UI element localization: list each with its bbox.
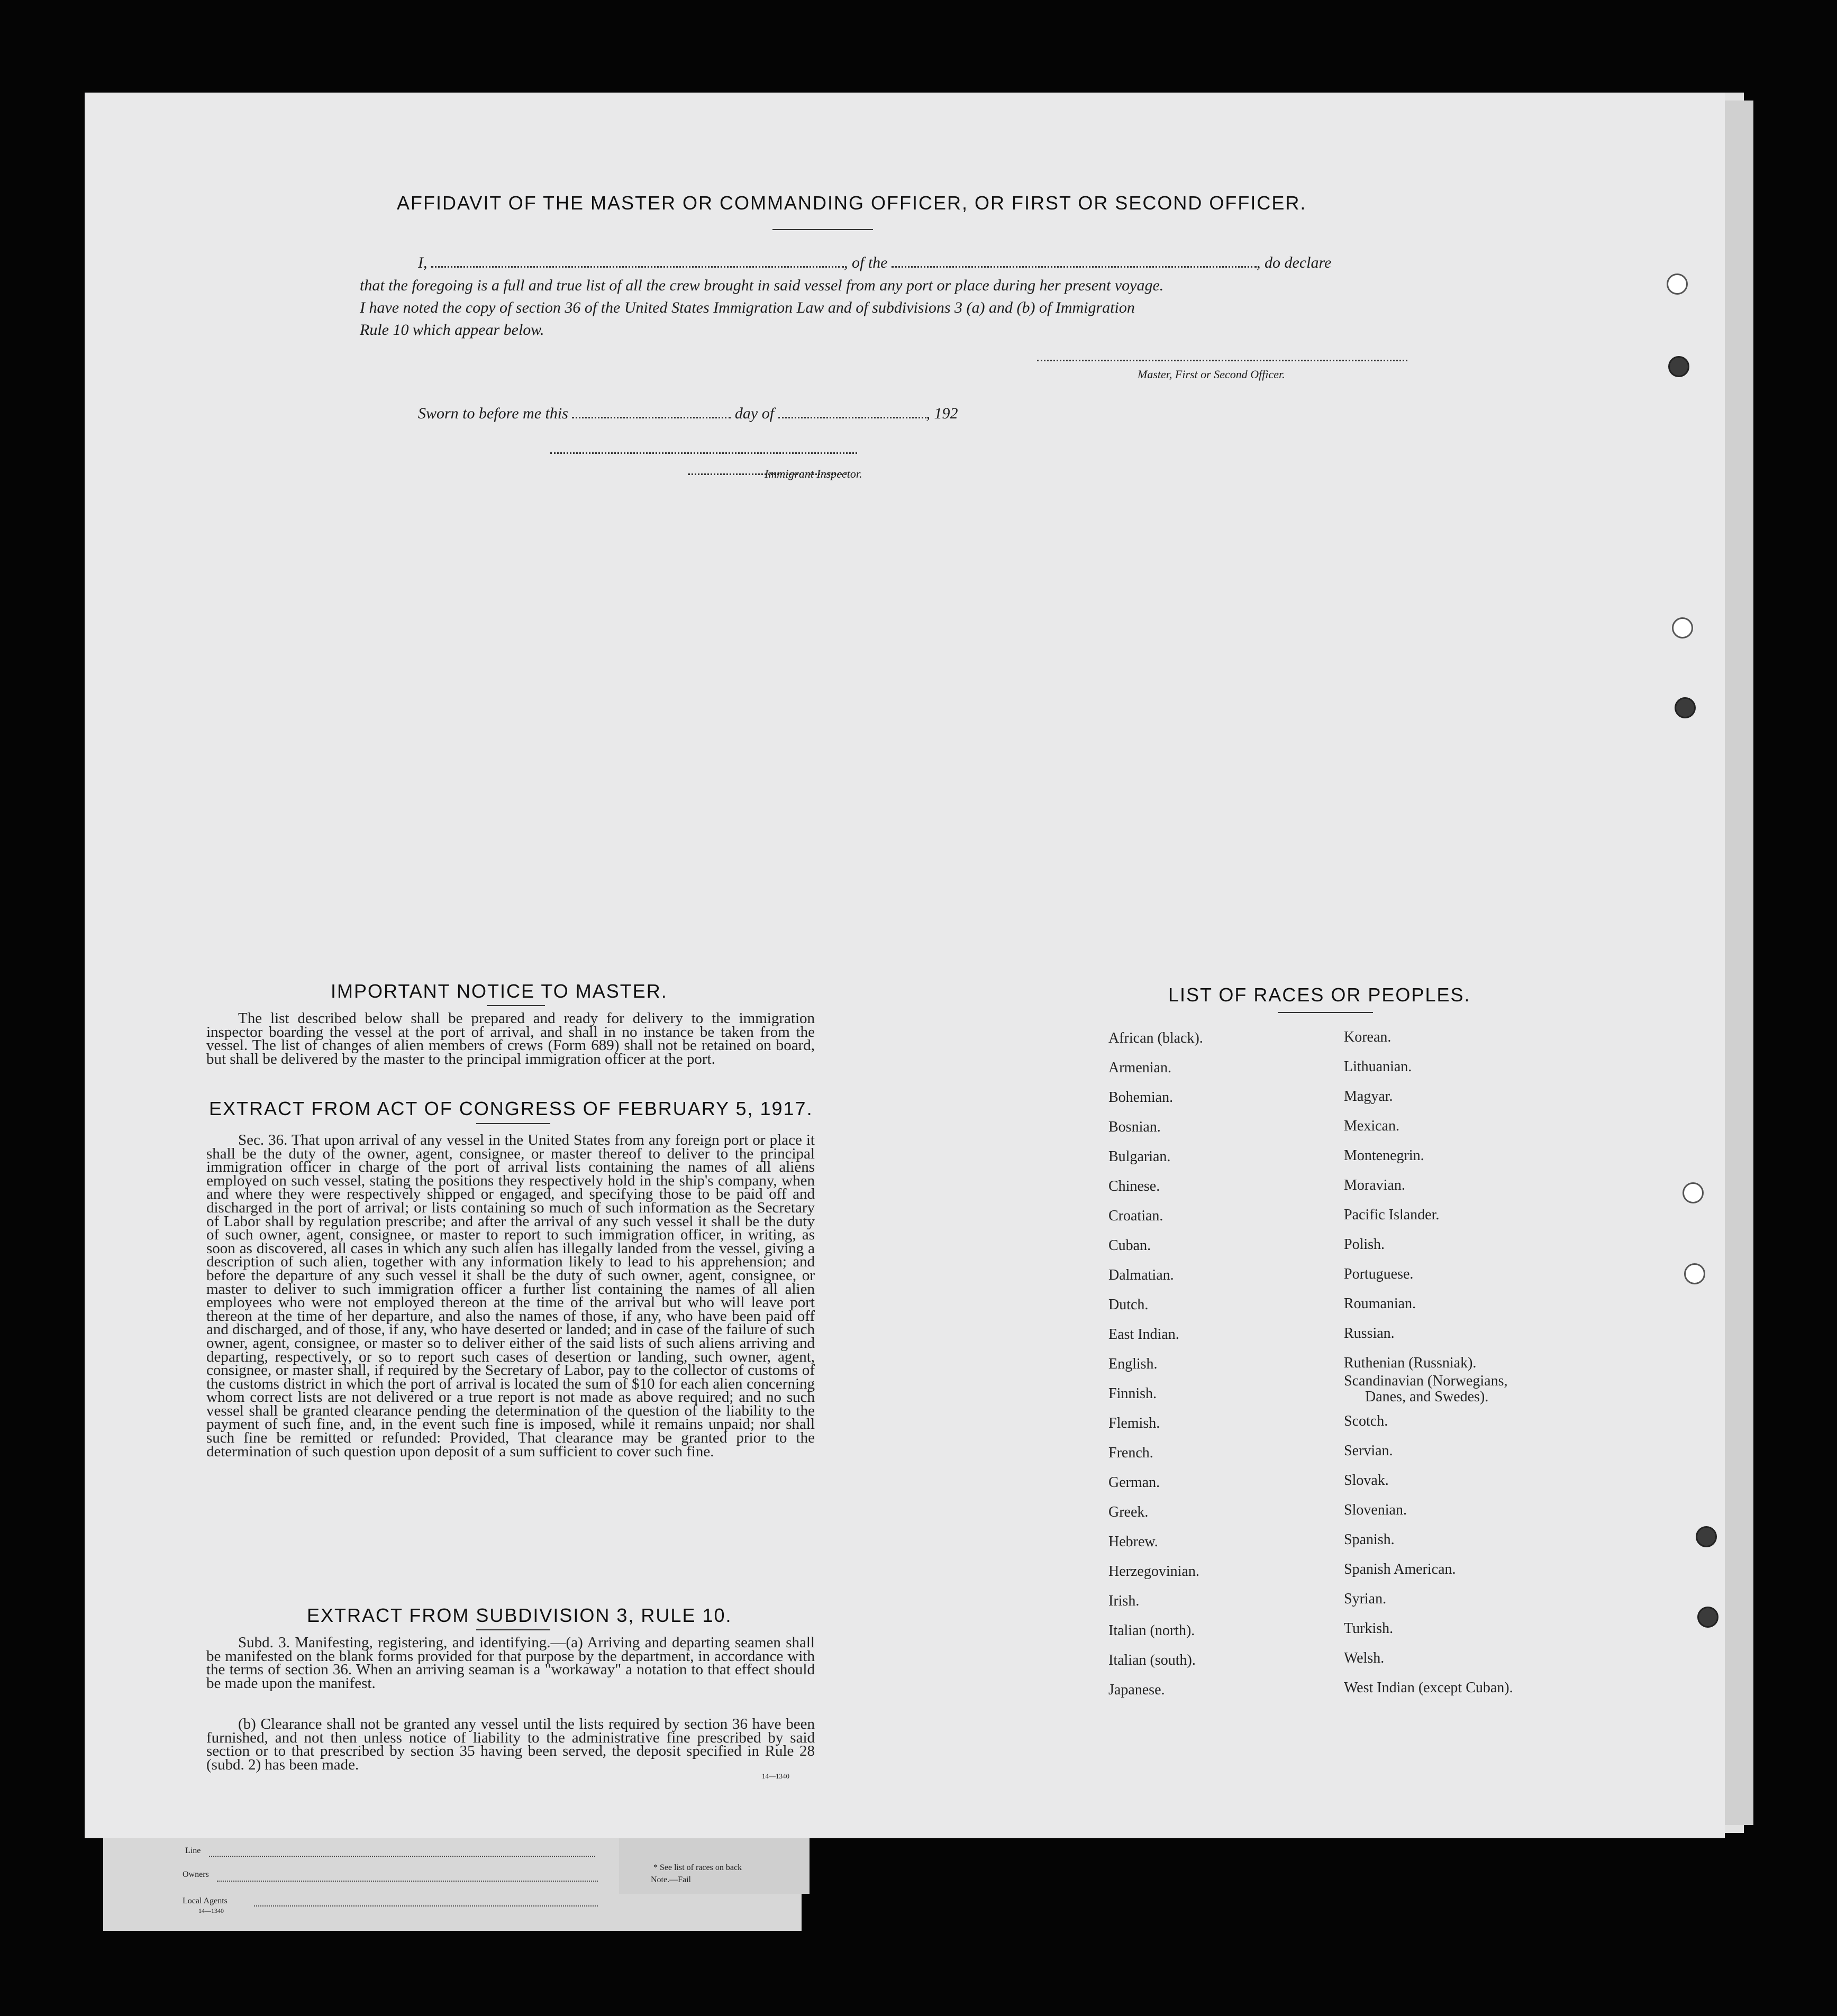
race-item: Bulgarian.: [1108, 1148, 1171, 1165]
race-item: Mexican.: [1344, 1118, 1399, 1134]
underlying-agents-rule: [254, 1905, 598, 1906]
race-item: Bosnian.: [1108, 1119, 1161, 1135]
sworn-day-blank: [572, 417, 731, 418]
race-item: Croatian.: [1108, 1208, 1163, 1224]
i-label: I,: [418, 254, 428, 271]
race-item: Magyar.: [1344, 1088, 1393, 1105]
race-item: Italian (south).: [1108, 1652, 1196, 1668]
race-item: Japanese.: [1108, 1682, 1165, 1698]
race-item: Irish.: [1108, 1593, 1140, 1609]
race-item: Pacific Islander.: [1344, 1207, 1440, 1223]
race-item: Hebrew.: [1108, 1534, 1158, 1550]
binder-hole: [1683, 1182, 1704, 1203]
race-item: Montenegrin.: [1344, 1147, 1424, 1164]
race-item: Cuban.: [1108, 1237, 1151, 1254]
race-item: Danes, and Swedes).: [1365, 1389, 1489, 1405]
races-rule: [1278, 1012, 1373, 1013]
race-item: Dalmatian.: [1108, 1267, 1174, 1283]
race-item: Flemish.: [1108, 1415, 1160, 1431]
binder-hole: [1697, 1607, 1718, 1628]
race-item: Chinese.: [1108, 1178, 1160, 1194]
declare-label: , do declare: [1257, 254, 1332, 271]
binder-hole: [1668, 356, 1689, 377]
race-item: Slovak.: [1344, 1472, 1389, 1489]
race-item: Roumanian.: [1344, 1296, 1416, 1312]
binder-hole: [1667, 273, 1688, 295]
title-rule: [772, 229, 873, 230]
affidavit-title: AFFIDAVIT OF THE MASTER OR COMMANDING OFFICER, OR FIRST OR SECOND OFFICER.: [397, 192, 1307, 214]
binder-hole: [1675, 697, 1696, 718]
underlying-line-label: Line: [185, 1846, 201, 1855]
races-title: LIST OF RACES OR PEOPLES.: [1168, 984, 1471, 1006]
signature-line: [1037, 360, 1407, 361]
affidavit-line1: [418, 254, 1331, 272]
race-item: French.: [1108, 1445, 1153, 1461]
race-item: Bohemian.: [1108, 1089, 1174, 1106]
race-item: Dutch.: [1108, 1297, 1149, 1313]
of-the-label: , of the: [844, 254, 888, 271]
race-item: Korean.: [1344, 1029, 1392, 1045]
race-item: Servian.: [1344, 1443, 1393, 1459]
notice-body: The list described below shall be prepared and ready for delivery to the immigration inspector boarding the vessel at the port of arrival, and shall in no instance be taken from the vessel. The list of changes of alien members of crews (Form 689) shall not be retained on board, but shall be delivered by the master to the principal immigration officer at the port.: [206, 1010, 815, 1068]
vessel-blank: [892, 266, 1257, 268]
race-item: Scandinavian (Norwegians,: [1344, 1373, 1508, 1389]
sworn-month-blank: [778, 417, 926, 418]
race-item: Syrian.: [1344, 1591, 1387, 1607]
binder-hole: [1696, 1526, 1717, 1547]
rule-title: EXTRACT FROM SUBDIVISION 3, RULE 10.: [307, 1604, 732, 1626]
inspector-signature-line: [550, 452, 857, 454]
day-of-label: day of: [734, 405, 775, 422]
race-item: East Indian.: [1108, 1326, 1179, 1343]
binder-hole: [1684, 1263, 1705, 1284]
underlying-agents-label: Local Agents: [183, 1896, 228, 1905]
sworn-line: [418, 405, 958, 423]
binder-hole: [1672, 617, 1693, 638]
underlying-note-2: Note.—Fail: [651, 1875, 691, 1884]
race-item: Finnish.: [1108, 1385, 1157, 1402]
sworn-label: Sworn to before me this: [418, 405, 568, 422]
act-rule: [476, 1123, 550, 1124]
race-item: Polish.: [1344, 1236, 1385, 1253]
rule-para-b: (b) Clearance shall not be granted any vessel until the lists required by section 36 have been furnished, and not then unless notice of liability to the administrative fine prescribed by said section or to that prescribed by section 35 having been served, the deposit specified in Rule 28 (subd. 2) has been made.: [206, 1716, 815, 1773]
race-item: Welsh.: [1344, 1650, 1385, 1666]
race-item: Portuguese.: [1344, 1266, 1414, 1282]
notice-rule: [487, 1005, 545, 1006]
year-label: , 192: [926, 405, 958, 422]
affidavit-line2: that the foregoing is a full and true list of all the crew brought in said vessel from any port or place during her present voyage.: [360, 277, 1164, 294]
race-item: African (black).: [1108, 1030, 1203, 1046]
form-number: 14—1340: [762, 1772, 789, 1780]
underlying-form-number: 14—1340: [198, 1907, 224, 1914]
underlying-form-tab: [619, 1830, 810, 1894]
notice-title: IMPORTANT NOTICE TO MASTER.: [331, 980, 668, 1002]
underlying-line-rule: [209, 1856, 595, 1857]
race-item: Ruthenian (Russniak).: [1344, 1355, 1477, 1371]
race-item: Spanish American.: [1344, 1561, 1456, 1577]
race-item: Turkish.: [1344, 1620, 1394, 1637]
underlying-owners-rule: [217, 1881, 598, 1882]
underlying-note-1: * See list of races on back: [653, 1863, 742, 1872]
rule-para-a: Subd. 3. Manifesting, registering, and identifying.—(a) Arriving and departing seamen shall be manifested on the blank forms provided for that purpose by the department, in accordance with the terms of section 36. When an arriving seaman is a "workaway" a notation to that effect should be made upon the manifest.: [206, 1634, 815, 1692]
inspector-label: Immigrant Inspector.: [765, 467, 862, 480]
race-item: Greek.: [1108, 1504, 1149, 1520]
race-item: Armenian.: [1108, 1060, 1171, 1076]
affidavit-line4: Rule 10 which appear below.: [360, 321, 544, 339]
document-page: [85, 93, 1725, 1838]
act-body: Sec. 36. That upon arrival of any vessel in the United States from any foreign port or place it shall be the duty of the owner, agent, consignee, or master thereof to deliver to the principal immigration officer in charge of the port of arrival lists containing the names of all aliens employed on such vessel, stating the positions they respectively hold in the ship's company, when and where they were respectively shipped or engaged, and specifying those to be paid off and discharged in the port of arrival; or lists containing so much of such information as the Secretary of Labor shall by regulation prescribe; and after the arrival of any such vessel it shall be the duty of such owner, agent, consignee, or master to report to such immigration officer, in writing, as soon as discovered, all cases in which any such alien has illegally landed from the vessel, giving a description of such alien, together with any information likely to lead to his apprehension; and before the departure of any such vessel it shall be the duty of such owner, agent, consignee, or master to deliver to such immigration officer a further list containing the names of all alien employees who were not employed thereon at the time of the arrival but who will leave port thereon at the time of her departure, and also the names of those, if any, who have been paid off and discharged, and of those, if any, who have deserted or landed; and in case of the failure of such owner, agent, consignee, or master so to deliver either of the said lists of such aliens arriving and departing, respectively, or so to report such cases of desertion or landing, such owner, agent, consignee, or master shall, if required by the Secretary of Labor, pay to the collector of customs of the customs district in which the port of arrival is located the sum of $10 for each alien concerning whom correct lists are not delivered or a true report is not made as above required; and no such vessel shall be granted clearance pending the determination of the question of the liability to the payment of such fine, and, in the event such fine is imposed, while it remains unpaid; nor shall such fine be remitted or refunded: Provided, That clearance may be granted prior to the determination of such question upon deposit of a sum sufficient to cover such fine.: [206, 1132, 815, 1460]
signature-label: Master, First or Second Officer.: [1138, 368, 1285, 381]
race-item: English.: [1108, 1356, 1158, 1372]
race-item: Italian (north).: [1108, 1622, 1195, 1639]
underlying-owners-label: Owners: [183, 1870, 209, 1879]
race-item: Slovenian.: [1344, 1502, 1407, 1518]
race-item: Moravian.: [1344, 1177, 1405, 1193]
act-title: EXTRACT FROM ACT OF CONGRESS OF FEBRUARY 5, 1917.: [209, 1098, 813, 1119]
race-item: Herzegovinian.: [1108, 1563, 1199, 1580]
rule-rule: [476, 1629, 550, 1630]
race-item: West Indian (except Cuban).: [1344, 1680, 1513, 1696]
race-item: Lithuanian.: [1344, 1059, 1412, 1075]
race-item: Scotch.: [1344, 1413, 1388, 1429]
name-blank: [431, 266, 844, 268]
affidavit-line3: I have noted the copy of section 36 of the United States Immigration Law and of subdivisions 3 (a) and (b) of Immigration: [360, 299, 1135, 316]
race-item: German.: [1108, 1474, 1160, 1491]
race-item: Russian.: [1344, 1325, 1395, 1342]
race-item: Spanish.: [1344, 1531, 1395, 1548]
